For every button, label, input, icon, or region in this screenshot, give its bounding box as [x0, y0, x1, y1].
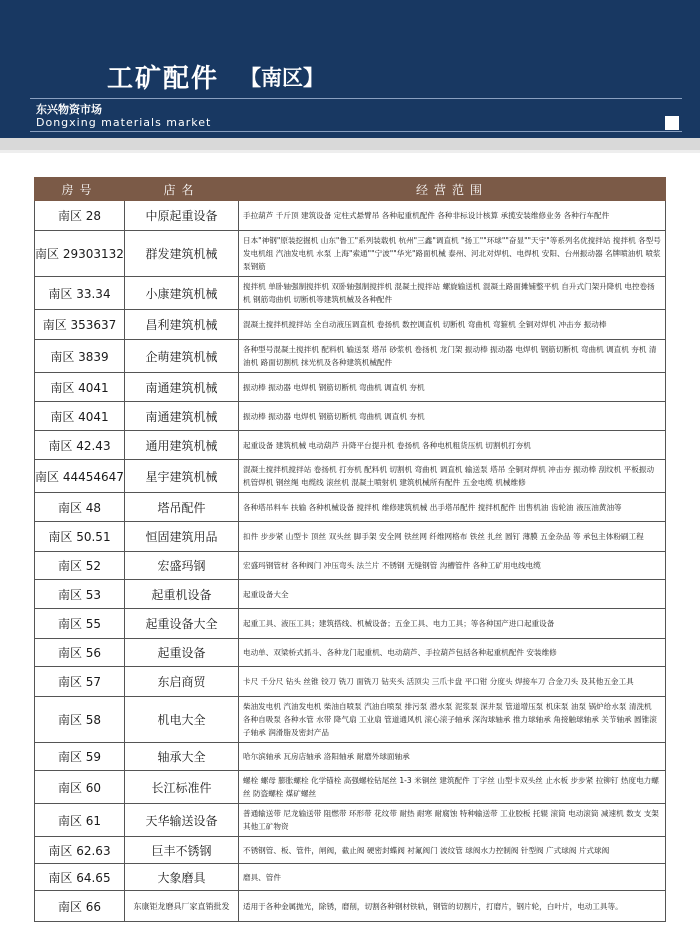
shop-name-cell: 星宇建筑机械 [125, 460, 239, 493]
business-scope-cell: 混凝土搅拌机搅拌站 卷扬机 打夯机 配料机 切割机 弯曲机 调直机 输送泵 塔吊 全铜对焊机 冲击夯 振动棒 刮纹机 平板振动机管焊机 钢丝绳 电缆线 滚丝机 混凝土喷射机 建筑机械所有配件 五金电缆 机械维修 [239, 460, 666, 493]
room-number-cell: 南区 50.51 [35, 522, 125, 552]
corner-square [665, 116, 679, 130]
business-scope-cell: 普通输送带 尼龙输送带 阻燃带 环形带 花纹带 耐热 耐寒 耐腐蚀 特种输送带 工业胶板 托辊 滚筒 电动滚筒 减速机 数支 支架其他工矿物资 [239, 804, 666, 837]
business-scope-cell: 各种塔吊料车 扶输 各种机械设备 搅拌机 维修建筑机械 出手塔吊配件 搅拌机配件 出售机油 齿轮油 液压油黄油等 [239, 493, 666, 522]
table-row [35, 864, 666, 891]
room-number-cell: 南区 3839 [35, 340, 125, 373]
table-row [35, 580, 666, 609]
business-scope-cell: 电动单、双梁桥式抓斗、各种龙门起重机、电动葫芦、手拉葫芦包括各种起重机配件 安装维修 [239, 639, 666, 667]
shop-name-cell: 中原起重设备 [125, 201, 239, 231]
business-scope-cell: 起重设备大全 [239, 580, 666, 609]
shop-name-cell: 南通建筑机械 [125, 373, 239, 402]
shop-name-cell: 东康钜龙磨具厂家直销批发 [125, 891, 239, 922]
business-scope-cell: 起重工具、液压工具；建筑搭线、机械设备；五金工具、电力工具；等各种国产进口起重设备 [239, 609, 666, 639]
shop-name-cell: 机电大全 [125, 697, 239, 743]
shop-name-cell: 天华输送设备 [125, 804, 239, 837]
room-number-cell: 南区 55 [35, 609, 125, 639]
room-number-cell: 南区 42.43 [35, 431, 125, 460]
room-number-cell: 南区 60 [35, 771, 125, 804]
business-scope-cell: 磨具、管件 [239, 864, 666, 891]
room-number-cell: 南区 56 [35, 639, 125, 667]
table-row [35, 667, 666, 697]
room-number-cell: 南区 29303132 [35, 231, 125, 277]
business-scope-cell: 振动棒 振动器 电焊机 钢筋切断机 弯曲机 调直机 夯机 [239, 402, 666, 431]
shop-directory-table [34, 177, 666, 922]
table-row [35, 639, 666, 667]
table-row [35, 402, 666, 431]
room-number-cell: 南区 52 [35, 552, 125, 580]
header-shadow-stripe [0, 138, 700, 150]
shop-name-cell: 恒固建筑用品 [125, 522, 239, 552]
table-row [35, 743, 666, 771]
business-scope-cell: 扣件 步步紧 山型卡 顶丝 双头丝 脚手架 安全网 铁丝网 纤维网格布 铁丝 扎丝 圆钉 薄膜 五金杂品 等 承包主体粉刷工程 [239, 522, 666, 552]
room-number-cell: 南区 58 [35, 697, 125, 743]
shop-name-cell: 群发建筑机械 [125, 231, 239, 277]
region-label: 【南区】 [240, 66, 324, 90]
table-row [35, 522, 666, 552]
table-row [35, 431, 666, 460]
room-number-cell: 南区 61 [35, 804, 125, 837]
business-scope-cell: 宏盛玛钢管材 各种阀门 冲压弯头 法兰片 不锈钢 无缝钢管 沟槽管件 各种工矿用电线电缆 [239, 552, 666, 580]
shop-name-cell: 通用建筑机械 [125, 431, 239, 460]
shop-name-cell: 大象磨具 [125, 864, 239, 891]
room-number-cell: 南区 44454647 [35, 460, 125, 493]
shop-name-cell: 企萌建筑机械 [125, 340, 239, 373]
shop-name-cell: 起重机设备 [125, 580, 239, 609]
business-scope-cell: 手拉葫芦 千斤顶 建筑设备 定柱式悬臂吊 各种起重机配件 各种非标设计核算 承揽安装维修业务 各种行车配件 [239, 201, 666, 231]
business-scope-cell: 振动棒 振动器 电焊机 钢筋切断机 弯曲机 调直机 夯机 [239, 373, 666, 402]
table-header-row [35, 178, 666, 201]
page-title: 工矿配件 [107, 64, 220, 94]
header-divider-top [30, 98, 682, 99]
business-scope-cell: 不锈钢管、板、管件，闸阀，截止阀 硬密封蝶阀 衬氟阀门 波纹管 球阀水力控制阀 针型阀 广式球阀 片式球阀 [239, 837, 666, 864]
shop-name-cell: 轴承大全 [125, 743, 239, 771]
room-number-cell: 南区 4041 [35, 402, 125, 431]
business-scope-cell: 适用于各种金属抛光，除锈，磨削，切割各种钢材铁轨，钢管的切割片，打磨片，钢片轮，白叶片，电动工具等。 [239, 891, 666, 922]
room-number-cell: 南区 59 [35, 743, 125, 771]
room-number-cell: 南区 353637 [35, 310, 125, 340]
table-row [35, 771, 666, 804]
business-scope-cell: 各种型号混凝土搅拌机 配料机 输送泵 塔吊 砂浆机 卷扬机 龙门架 振动棒 振动器 电焊机 钢筋切断机 弯曲机 调直机 夯机 清油机 路面切割机 抹光机及各种建筑机械配件 [239, 340, 666, 373]
room-number-cell: 南区 62.63 [35, 837, 125, 864]
shop-name-cell: 宏盛玛钢 [125, 552, 239, 580]
business-scope-cell: 卡尺 千分尺 钻头 丝锥 铰刀 铣刀 面铣刀 钻夹头 活顶尖 三爪卡盘 平口钳 分度头 焊接车刀 合金刀头 及其他五金工具 [239, 667, 666, 697]
shop-name-cell: 起重设备大全 [125, 609, 239, 639]
table-row [35, 310, 666, 340]
column-header-room: 房号 [35, 178, 125, 201]
business-scope-cell: 哈尔滨轴承 瓦房店轴承 洛阳轴承 耐磨外球面轴承 [239, 743, 666, 771]
table-row [35, 373, 666, 402]
table-row [35, 277, 666, 310]
shop-name-cell: 小康建筑机械 [125, 277, 239, 310]
market-name-en: Dongxing materials market [36, 116, 212, 129]
shop-name-cell: 起重设备 [125, 639, 239, 667]
room-number-cell: 南区 66 [35, 891, 125, 922]
column-header-business: 经营范围 [239, 178, 666, 201]
table-row [35, 460, 666, 493]
shop-name-cell: 巨丰不锈钢 [125, 837, 239, 864]
room-number-cell: 南区 33.34 [35, 277, 125, 310]
business-scope-cell: 混凝土搅拌机搅拌站 全自动液压调直机 卷扬机 数控调直机 切断机 弯曲机 弯箍机 全铜对焊机 冲击夯 振动棒 [239, 310, 666, 340]
table-row [35, 201, 666, 231]
shop-name-cell: 东启商贸 [125, 667, 239, 697]
business-scope-cell: 日本"神钢"原装挖掘机 山东"鲁工"系列装载机 杭州"三鑫"调直机 "扬工""环球""奋显""天宇"等系列名优搅拌站 搅拌机 各型号发电机组 汽油发电机 水泵 上海"索通""宁波""华光"路面机械 泰州、河北对焊机、电焊机 安阳、台州振动器 名牌喷油机 喷浆泵钢筋 [239, 231, 666, 277]
room-number-cell: 南区 64.65 [35, 864, 125, 891]
shop-name-cell: 南通建筑机械 [125, 402, 239, 431]
header-light-stripe [0, 150, 700, 153]
room-number-cell: 南区 28 [35, 201, 125, 231]
room-number-cell: 南区 48 [35, 493, 125, 522]
room-number-cell: 南区 4041 [35, 373, 125, 402]
table-row [35, 891, 666, 922]
room-number-cell: 南区 57 [35, 667, 125, 697]
table-row [35, 609, 666, 639]
table-row [35, 493, 666, 522]
table-row [35, 837, 666, 864]
table-row [35, 552, 666, 580]
market-name-cn: 东兴物资市场 [36, 103, 102, 116]
shop-name-cell: 昌利建筑机械 [125, 310, 239, 340]
shop-name-cell: 塔吊配件 [125, 493, 239, 522]
header-divider-bottom [30, 131, 682, 132]
table-row [35, 340, 666, 373]
business-scope-cell: 螺栓 螺母 膨胀螺栓 化学锚栓 高强螺栓钻尾丝 1-3 米铜丝 建筑配件 丁字丝 山型卡双头丝 止水板 步步紧 拉铆钉 热度电力螺丝 防盗螺栓 煤矿螺丝 [239, 771, 666, 804]
table-row [35, 804, 666, 837]
business-scope-cell: 起重设备 建筑机械 电动葫芦 升降平台提升机 卷扬机 各种电机粗货压机 切割机打夯机 [239, 431, 666, 460]
table-row [35, 231, 666, 277]
room-number-cell: 南区 53 [35, 580, 125, 609]
table-body [35, 201, 666, 922]
column-header-shop: 店名 [125, 178, 239, 201]
business-scope-cell: 搅拌机 单卧轴强制搅拌机 双卧轴强制搅拌机 混凝土搅拌站 螺旋输送机 混凝土路面摊铺整平机 自升式门架升降机 电控卷扬机 钢筋弯曲机 切断机等建筑机械及各种配件 [239, 277, 666, 310]
table-row [35, 697, 666, 743]
business-scope-cell: 柴油发电机 汽油发电机 柴油自喷泵 汽油自喷泵 排污泵 潜水泵 泥浆泵 深井泵 管道增压泵 机床泵 油泵 锅炉给水泵 清洗机 各种自吸泵 各种水管 水带 降气扇 工业扇 管道通风机 滚心滚子轴承 深沟球轴承 推力球轴承 角接触球轴承 关节轴承 圆锥滚子轴承 润滑脂及密封产品 [239, 697, 666, 743]
shop-name-cell: 长江标准件 [125, 771, 239, 804]
